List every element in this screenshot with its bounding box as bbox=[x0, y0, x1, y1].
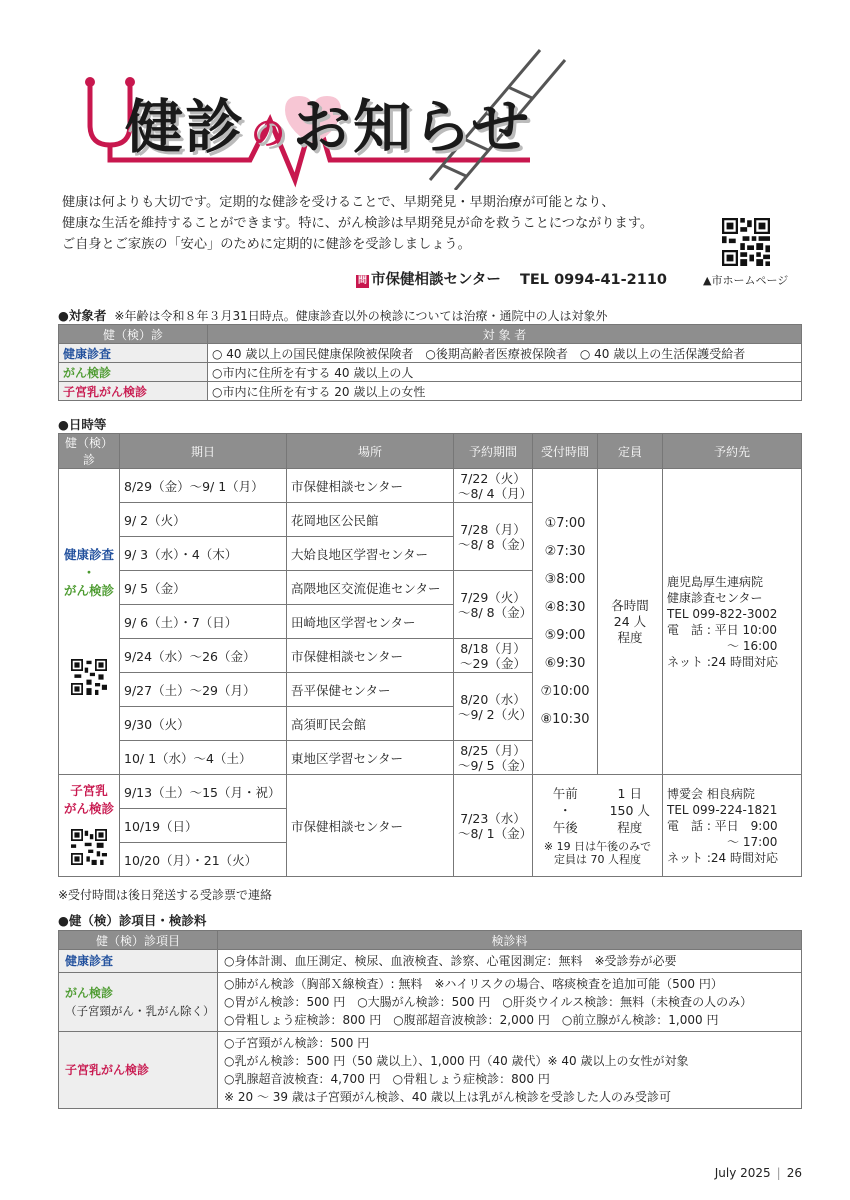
col-header: 定員 bbox=[598, 434, 663, 469]
exam-place: 吾平保健センター bbox=[287, 673, 454, 707]
time-slot: ②7:30 bbox=[544, 544, 586, 559]
fee-line: ※ 20 ～ 39 歳は子宮頸がん検診、40 歳以上は乳がん検診を受診した人のみ受診可 bbox=[224, 1090, 671, 1104]
page-footer bbox=[715, 1166, 802, 1180]
fee-exam-name bbox=[59, 950, 218, 973]
fee-detail bbox=[218, 1032, 802, 1109]
eligibility-table bbox=[58, 324, 802, 401]
exam-place: 市保健相談センター bbox=[287, 775, 454, 877]
eligibility-note: ※年齢は令和８年３月31日時点。健康診査以外の検診については治療・通院中の人は対象外 bbox=[114, 309, 608, 323]
time-slot: ③8:00 bbox=[544, 572, 586, 587]
capacity-note: ※ 19 日は午後のみで 定員は 70 人程度 bbox=[543, 840, 652, 866]
page-number: 26 bbox=[786, 1166, 802, 1180]
table-row bbox=[59, 775, 802, 809]
col-header: 受付時間 bbox=[533, 434, 598, 469]
exam-place: 市保健相談センター bbox=[287, 639, 454, 673]
reserve-period: 8/20（水） ～9/ 2（火） bbox=[454, 673, 533, 741]
col-header: 期日 bbox=[120, 434, 287, 469]
reserve-contact: 鹿児島厚生連病院 健康診査センター TEL 099-822-3002 電 話 : 平日 10:00 ～ 16:00 ネット :24 時間対応 bbox=[663, 469, 802, 775]
reception-time: 午前 ・ 午後 bbox=[552, 786, 578, 835]
footer-divider: | bbox=[776, 1166, 781, 1180]
capacity: 1 日 150 人 程度 bbox=[609, 786, 650, 835]
center-tel: TEL 0994-41-2110 bbox=[519, 272, 667, 288]
table-row bbox=[59, 973, 802, 1032]
exam-place: 市保健相談センター bbox=[287, 469, 454, 503]
exam-date: 9/13（土）～15（月・祝） bbox=[120, 775, 287, 809]
qr-code-icon[interactable] bbox=[71, 829, 107, 865]
intro-text bbox=[62, 192, 702, 255]
col-header: 予約期間 bbox=[454, 434, 533, 469]
exam-name: 健康診査 bbox=[59, 344, 208, 363]
group-name: 健康診査 bbox=[63, 547, 114, 562]
col-header: 場所 bbox=[287, 434, 454, 469]
fees-table bbox=[58, 930, 802, 1109]
exam-date: 9/30（火） bbox=[120, 707, 287, 741]
eligibility-heading bbox=[58, 306, 608, 324]
exam-date: 10/ 1（水）～4（土） bbox=[120, 741, 287, 775]
exam-date: 10/19（日） bbox=[120, 809, 287, 843]
exam-place: 田崎地区学習センター bbox=[287, 605, 454, 639]
col-header: 対 象 者 bbox=[208, 325, 802, 344]
fee-exam-name bbox=[59, 1032, 218, 1109]
group-name: 子宮乳 bbox=[70, 783, 108, 798]
exam-place: 高隈地区交流促進センター bbox=[287, 571, 454, 605]
fee-subname: （子宮頸がん・乳がん除く） bbox=[65, 1004, 215, 1018]
reception-times bbox=[533, 469, 598, 775]
eligibility-title: ●対象者 bbox=[58, 308, 107, 323]
reserve-contact: 博愛会 相良病院 TEL 099-224-1821 電 話 : 平日 9:00 ～ 17:00 ネット :24 時間対応 bbox=[663, 775, 802, 877]
exam-name: がん検診 bbox=[59, 363, 208, 382]
exam-target: ○ 40 歳以上の国民健康保険被保険者 ○後期高齢者医療被保険者 ○ 40 歳以上の生活保護受給者 bbox=[208, 344, 802, 363]
exam-place: 東地区学習センター bbox=[287, 741, 454, 775]
intro-line: 健康は何よりも大切です。定期的な健診を受けることで、早期発見・早期治療が可能となり、 bbox=[62, 195, 615, 210]
table-row bbox=[59, 363, 802, 382]
footer-month: July 2025 bbox=[714, 1166, 771, 1180]
fee-line: ○肺がん検診（胸部Ｘ線検査）: 無料 ※ハイリスクの場合、喀痰検査を追加可能（500 円） bbox=[224, 977, 723, 991]
time-slot: ⑦10:00 bbox=[540, 684, 590, 699]
group-health-cancer bbox=[59, 469, 120, 775]
fee-detail bbox=[218, 950, 802, 973]
table-row bbox=[59, 950, 802, 973]
group-name: がん検診 bbox=[63, 583, 114, 598]
reserve-period: 8/25（月） ～9/ 5（金） bbox=[454, 741, 533, 775]
time-capacity-cell bbox=[533, 775, 663, 877]
exam-date: 9/24（水）～26（金） bbox=[120, 639, 287, 673]
intro-line: ご自身とご家族の「安心」のために定期的に健診を受診しましょう。 bbox=[62, 237, 471, 252]
fee-line: ○子宮頸がん検診：500 円 bbox=[224, 1036, 370, 1050]
time-slot: ①7:00 bbox=[544, 516, 586, 531]
page-title: 健診 の お知らせ bbox=[125, 93, 532, 161]
fee-line: ○胃がん検診：500 円 ○大腸がん検診：500 円 ○肝炎ウイルス検診：無料（未検査の人のみ） bbox=[224, 995, 753, 1009]
capacity: 各時間 24 人 程度 bbox=[598, 469, 663, 775]
exam-date: 9/ 2（火） bbox=[120, 503, 287, 537]
title-banner bbox=[70, 40, 610, 190]
intro-line: 健康な生活を維持することができます。特に、がん検診は早期発見が命を救うことにつながります。 bbox=[62, 216, 654, 231]
inquiry-badge: 問 bbox=[357, 276, 367, 286]
time-slot: ⑤9:00 bbox=[544, 628, 586, 643]
fee-line: ○骨粗しょう症検診：800 円 ○腹部超音波検診：2,000 円 ○前立腺がん検診：1,000 円 bbox=[224, 1013, 719, 1027]
qr-label: ▲市ホームページ bbox=[703, 274, 789, 287]
col-header: 健（検）診 bbox=[59, 434, 120, 469]
fee-line: ○身体計測、血圧測定、検尿、血液検査、診察、心電図測定：無料 ※受診券が必要 bbox=[224, 954, 677, 968]
group-name: がん検診 bbox=[63, 801, 114, 816]
reserve-period: 8/18（月） ～29（金） bbox=[454, 639, 533, 673]
schedule-heading: ●日時等 bbox=[58, 417, 107, 432]
col-header: 健（検）診項目 bbox=[59, 931, 218, 950]
col-header: 健（検）診 bbox=[59, 325, 208, 344]
fee-name: 健康診査 bbox=[65, 954, 114, 968]
fees-heading: ●健（検）診項目・検診料 bbox=[58, 913, 207, 928]
qr-code-icon[interactable] bbox=[722, 218, 770, 266]
col-header: 予約先 bbox=[663, 434, 802, 469]
fee-exam-name bbox=[59, 973, 218, 1032]
group-cervical-breast bbox=[59, 775, 120, 877]
table-row bbox=[59, 382, 802, 401]
exam-name: 子宮乳がん検診 bbox=[59, 382, 208, 401]
time-slot: ⑧10:30 bbox=[540, 712, 590, 727]
group-dot: ・ bbox=[82, 565, 96, 580]
col-header: 検診料 bbox=[218, 931, 802, 950]
qr-code-icon[interactable] bbox=[71, 659, 107, 695]
exam-date: 9/ 3（水）・4（木） bbox=[120, 537, 287, 571]
center-name: 市保健相談センター bbox=[371, 272, 501, 288]
exam-place: 花岡地区公民館 bbox=[287, 503, 454, 537]
reserve-period: 7/28（月） ～8/ 8（金） bbox=[454, 503, 533, 571]
schedule-table bbox=[58, 433, 802, 877]
exam-target: ○市内に住所を有する 40 歳以上の人 bbox=[208, 363, 802, 382]
reserve-period: 7/22（火） ～8/ 4（月） bbox=[454, 469, 533, 503]
exam-date: 9/ 5（金） bbox=[120, 571, 287, 605]
time-slot: ⑥9:30 bbox=[544, 656, 586, 671]
exam-date: 10/20（月）・21（火） bbox=[120, 843, 287, 877]
exam-target: ○市内に住所を有する 20 歳以上の女性 bbox=[208, 382, 802, 401]
fee-line: ○乳がん検診：500 円（50 歳以上）、1,000 円（40 歳代）※ 40 歳以上の女性が対象 bbox=[224, 1054, 689, 1068]
table-row bbox=[59, 344, 802, 363]
fee-detail bbox=[218, 973, 802, 1032]
schedule-footnote: ※受付時間は後日発送する受診票で連絡 bbox=[58, 888, 273, 902]
fee-name: がん検診 bbox=[65, 986, 114, 1000]
exam-place: 大姶良地区学習センター bbox=[287, 537, 454, 571]
time-slot: ④8:30 bbox=[544, 600, 586, 615]
fee-name: 子宮乳がん検診 bbox=[65, 1063, 150, 1077]
exam-place: 高須町民会館 bbox=[287, 707, 454, 741]
table-row bbox=[59, 469, 802, 503]
exam-date: 9/ 6（土）・7（日） bbox=[120, 605, 287, 639]
exam-date: 9/27（土）～29（月） bbox=[120, 673, 287, 707]
reserve-period: 7/23（水） ～8/ 1（金） bbox=[454, 775, 533, 877]
fee-line: ○乳腺超音波検査：4,700 円 ○骨粗しょう症検診：800 円 bbox=[224, 1072, 550, 1086]
exam-date: 8/29（金）～9/ 1（月） bbox=[120, 469, 287, 503]
table-row bbox=[59, 1032, 802, 1109]
contact-line bbox=[356, 268, 667, 289]
reserve-period: 7/29（火） ～8/ 8（金） bbox=[454, 571, 533, 639]
